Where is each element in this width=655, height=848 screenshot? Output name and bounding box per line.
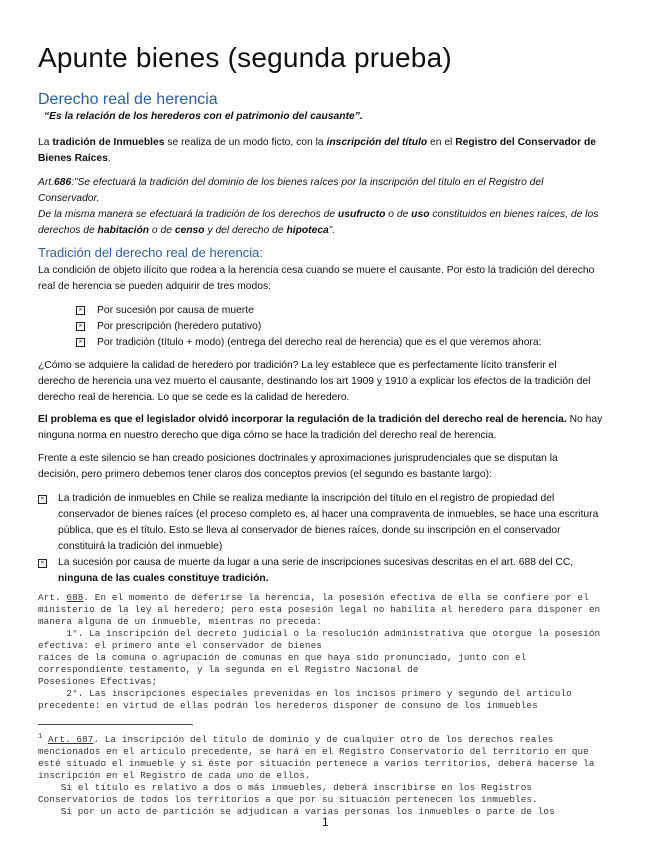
paragraph-como [38,358,590,406]
text-run: censo [174,225,205,236]
text-run: . La inscripción del título de dominio y de cualquier otro de los derechos reales [93,734,554,746]
text-run: 686 [54,177,72,188]
text-line: real de herencia se pueden adquirir de tres modos: [38,281,271,292]
text-line: 1°. La inscripción del decreto judicial o la resolución administrativa que otorgue la posesión [38,628,601,639]
text-line: Frente a este silencio se han creado posiciones doctrinales y aproximaciones jurisprudenciales que se disputan la [38,453,558,464]
text-run: Art. [38,177,55,188]
section-heading-derecho-real: Derecho real de herencia [38,91,218,108]
text-line: conservador de bienes raíces (el proceso completo es, al hacer una compraventa de inmuebles, se hace una escritura [58,509,599,520]
paragraph-frente [38,451,558,483]
text-line: raíces de la comuna o agrupación de comunas en que haya sido pronunciado, junto con el [38,652,527,663]
text-run: Art. 687 [48,734,94,746]
text-line: inscripción en el Registro de cada uno de ellos. [38,770,311,782]
conceptos-list [38,491,598,587]
list-item [38,491,598,555]
text-line: derecho de herencia una vez muerto el causante, destinando los art 1909 y 1910 a explicar los efectos de la tradición del [38,376,591,387]
text-run: en el [427,137,456,148]
list-item-text: Por sucesión por causa de muerte [97,305,254,316]
list-item-text: Por prescripción (heredero putativo) [97,321,262,332]
text-run: o de [149,225,175,236]
text-run: hipoteca [286,225,329,236]
text-line: ninguna norma en nuestro derecho que diga cómo se hace la tradición del derecho real de herencia. [38,430,497,441]
text-run: No hay [566,414,603,425]
text-run: tradición de Inmuebles [52,137,165,148]
article-686-quote [38,175,598,239]
text-run: De la misma manera se efectuará la tradición de los derechos de [38,209,338,220]
text-run: 688 [66,592,84,603]
text-line: Si el título es relativo a dos o más inmuebles, deberá inscribirse en los Registros [38,782,533,794]
page-title: Apunte bienes (segunda prueba) [38,42,452,73]
text-run: habitación [97,225,150,236]
text-run: Registro del Conservador de [455,137,596,148]
text-line: esté situado el inmueble y si éste por situación pertenece a varios territorios, deberá hacerse la [38,758,595,770]
modos-list [76,303,541,351]
text-line: Conservador. [38,193,100,204]
text-line: La sucesión por causa de muerte da lugar a una serie de inscripciones sucesivas descritas en el art. 688 del CC, [58,557,574,568]
text-line: precedente: en virtud de ellas podrán los herederos disponer de consuno de los inmuebles [38,700,538,711]
text-line: efectiva: el primero ante el conservador de bienes [38,640,322,651]
list-item [76,303,541,319]
text-line: mencionados en el artículo precedente, se hará en el Registro Conservatorio del territorio en que [38,746,589,758]
text-line: correspondiente testamento, y la segunda en el Registro Nacional de [38,664,419,675]
checkbox-bullet-icon: ✕ [38,495,47,504]
text-run: o de [385,209,412,220]
text-line: La condición de objeto ilícito que rodea a la herencia cesa cuando se muere el causante. Por esto la tradición del derecho [38,265,595,276]
paragraph-tradicion-inmuebles [38,135,596,167]
text-line: constituirá la tradición del inmueble) [58,541,223,552]
text-line: 2°. Las inscripciones especiales prevenidas en los incisos primero y segundo del artículo [38,688,572,699]
text-line: Si por un acto de partición se adjudican a varias personas los inmuebles o parte de los [38,806,555,818]
checkbox-bullet-icon: ✕ [76,322,85,331]
text-run: usufructo [337,209,386,220]
text-line: ¿Cómo se adquiere la calidad de heredero por tradición? La ley establece que es perfectamente lícito transferir el [38,360,557,371]
text-run: se realiza de un modo ficto, con la [164,137,327,148]
section-heading-tradicion: Tradición del derecho real de herencia: [38,245,263,260]
paragraph-condicion [38,263,594,295]
text-run: inscripción del título [326,137,428,148]
article-688-text [38,592,600,712]
text-run: La [38,137,53,148]
text-line: decisión, pero primero debemos tener claros dos conceptos previos (el segundo es bastante largo): [38,469,492,480]
text-line: pública, que es el título. Esto se lleva al conservador de bienes raíces, donde su inscripción en el conservador [58,525,561,536]
checkbox-bullet-icon: ✕ [76,338,85,347]
text-run: Bienes Raíces [38,153,108,164]
text-run: derechos de [38,225,98,236]
text-line: ninguna de las cuales constituye tradición. [58,573,269,584]
text-line: Posesiones Efectivas; [38,676,158,687]
checkbox-bullet-icon: ✕ [38,559,47,568]
footnote-separator [38,724,193,725]
checkbox-bullet-icon: ✕ [76,306,85,315]
text-line: La tradición de inmuebles en Chile se realiza mediante la inscripción del título en el registro de propiedad del [58,493,555,504]
list-item [76,319,541,335]
text-run: uso [411,209,430,220]
definition-quote: “Es la relación de los herederos con el patrimonio del causante”. [44,111,363,122]
text-run: y del derecho de [204,225,287,236]
text-run: . [107,153,111,164]
list-item [76,335,541,351]
text-line: Conservatorios de todos los territorios a que por su situación pertenecen los inmuebles. [38,794,538,806]
footnote-marker: 1 [38,733,43,741]
text-run: El problema es que el legislador olvidó incorporar la regulación de la tradición del derecho real de herencia. [38,414,567,425]
text-run: Art. [38,592,61,603]
list-item [38,555,598,587]
page-number: 1 [322,815,329,829]
text-run: ”. [328,225,336,236]
text-line: ministerio de la ley al heredero; pero esta posesión legal no habilita al heredero para disponer en [38,604,601,615]
paragraph-problema [38,412,602,444]
list-item-text: Por tradición (título + modo) (entrega del derecho real de herencia) que es el que veremos ahora: [97,337,542,348]
text-run: constituidos en bienes raíces, de los [429,209,599,220]
text-line: manera alguna de un inmueble, mientras no preceda: [38,616,322,627]
text-run: :”Se efectuará la tradición del dominio de los bienes raíces por la inscripción del título en el Registro del [71,177,544,188]
text-line: derecho real de herencia. Lo que se cede es la calidad de heredero. [38,392,350,403]
text-run: . En el momento de deferirse la herencia, la posesión efectiva de ella se confiere por el [83,592,589,603]
footnote [38,731,595,818]
